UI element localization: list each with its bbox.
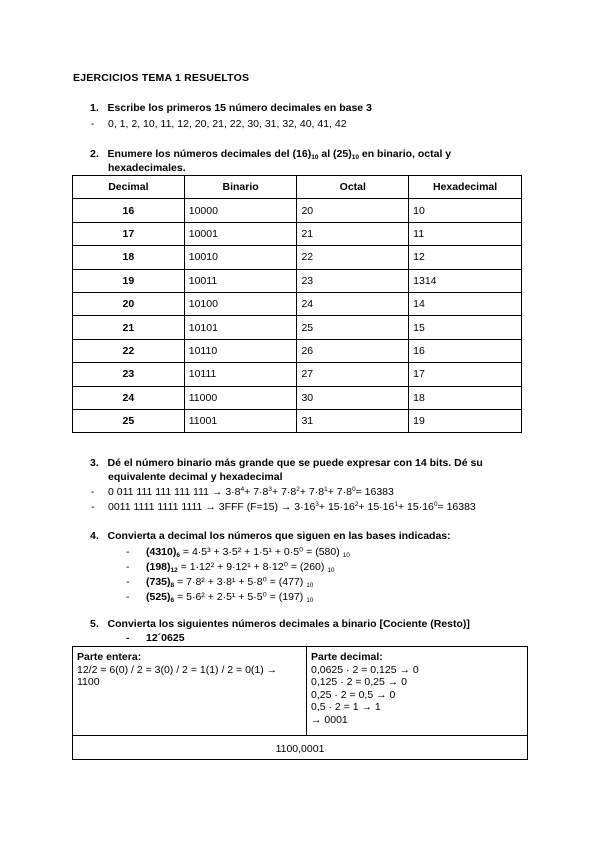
cell-line: 0,125 · 2 = 0,25 → 0 bbox=[311, 676, 408, 688]
octal-cell: 21 bbox=[297, 222, 409, 245]
octal-cell: 20 bbox=[297, 199, 409, 222]
base-subscript: 12 bbox=[170, 567, 178, 574]
conversion-item bbox=[126, 576, 313, 589]
octal-cell: 30 bbox=[297, 386, 409, 409]
hex-cell: 19 bbox=[409, 409, 522, 432]
cell-title: Parte decimal: bbox=[311, 651, 383, 663]
value-text: 12´0625 bbox=[146, 632, 185, 644]
column-header: Hexadecimal bbox=[409, 176, 522, 199]
decimal-cell: 18 bbox=[73, 246, 185, 269]
question-4 bbox=[90, 530, 451, 542]
question-text: Dé el número binario más grande que se puede expresar con 14 bits. Dé su bbox=[107, 457, 483, 469]
question-text: Convierta a decimal los números que siguen en las bases indicadas: bbox=[107, 530, 451, 542]
answer-line bbox=[91, 118, 347, 130]
table-header-row bbox=[73, 176, 522, 199]
result-base: 10 bbox=[306, 582, 314, 589]
decimal-cell: 16 bbox=[73, 199, 185, 222]
column-header: Decimal bbox=[73, 176, 185, 199]
dash-bullet: - bbox=[91, 118, 95, 130]
decimal-cell: 25 bbox=[73, 409, 185, 432]
answer-text: + 15·16 bbox=[358, 501, 395, 513]
number: (198) bbox=[146, 561, 171, 573]
question-text: Escribe los primeros 15 número decimales en base 3 bbox=[107, 102, 372, 114]
subscript: 10 bbox=[311, 154, 319, 161]
answer-text: + 7·8 bbox=[299, 486, 325, 498]
question-text: Convierta los siguientes números decimales a binario [Cociente (Resto)] bbox=[107, 618, 470, 630]
hex-cell: 16 bbox=[409, 339, 522, 362]
result-base: 10 bbox=[306, 597, 314, 604]
decimal-cell: 23 bbox=[73, 363, 185, 386]
hex-cell: 10 bbox=[409, 199, 522, 222]
question-2-cont: hexadecimales. bbox=[108, 162, 186, 174]
table-row bbox=[73, 409, 522, 432]
integer-part-cell bbox=[77, 651, 299, 689]
hex-cell: 17 bbox=[409, 363, 522, 386]
hex-cell: 1314 bbox=[409, 269, 522, 292]
expression: = 1·12² + 9·12¹ + 8·12⁰ = (260) bbox=[180, 561, 325, 573]
cell-line: 0,5 · 2 = 1 → 1 bbox=[311, 701, 381, 713]
result-base: 10 bbox=[327, 567, 335, 574]
octal-cell: 27 bbox=[297, 363, 409, 386]
binary-cell: 10011 bbox=[184, 269, 297, 292]
dash-bullet: - bbox=[126, 546, 130, 558]
exponent: 2 bbox=[354, 501, 359, 508]
number: (525) bbox=[146, 591, 171, 603]
hex-cell: 11 bbox=[409, 222, 522, 245]
question-number: 4. bbox=[90, 530, 99, 542]
decimal-cell: 17 bbox=[73, 222, 185, 245]
answer-text: = 16383 bbox=[437, 501, 476, 513]
dash-bullet: - bbox=[91, 486, 95, 498]
answer-text: 0, 1, 2, 10, 11, 12, 20, 21, 22, 30, 31, 32, 40, 41, 42 bbox=[108, 118, 347, 130]
base-subscript: 8 bbox=[170, 582, 175, 589]
cell-line: → 0001 bbox=[311, 713, 348, 726]
cell-line: 0,25 · 2 = 0,5 → 0 bbox=[311, 688, 396, 701]
answer-text: 0011 1111 1111 1111 → 3FFF (F=15) → 3·16 bbox=[108, 501, 316, 513]
octal-cell: 23 bbox=[297, 269, 409, 292]
binary-cell: 11001 bbox=[184, 409, 297, 432]
binary-cell: 11000 bbox=[184, 386, 297, 409]
value-line bbox=[126, 632, 185, 644]
column-header: Octal bbox=[297, 176, 409, 199]
octal-cell: 24 bbox=[297, 292, 409, 315]
table-row bbox=[73, 316, 522, 339]
table-row bbox=[73, 269, 522, 292]
number: (735) bbox=[146, 576, 171, 588]
cell-title: Parte entera: bbox=[77, 651, 142, 663]
answer-text: 0 011 111 111 111 111 → 3·8 bbox=[108, 486, 241, 498]
octal-cell: 31 bbox=[297, 409, 409, 432]
dash-bullet: - bbox=[91, 501, 95, 513]
question-number: 2. bbox=[90, 148, 99, 160]
exponent: 3 bbox=[315, 501, 319, 508]
table-row bbox=[73, 292, 522, 315]
final-result: 1100,0001 bbox=[275, 743, 325, 755]
question-number: 3. bbox=[90, 457, 99, 469]
exponent: 3 bbox=[268, 486, 273, 493]
dash-bullet: - bbox=[126, 632, 130, 644]
hex-cell: 15 bbox=[409, 316, 522, 339]
binary-cell: 10111 bbox=[184, 363, 297, 386]
column-header: Binario bbox=[184, 176, 297, 199]
result-table bbox=[72, 646, 528, 760]
base-subscript: 6 bbox=[176, 552, 180, 559]
answer-text: + 7·8 bbox=[272, 486, 297, 498]
cell-line: 0,0625 · 2 = 0,125 → 0 bbox=[311, 663, 419, 676]
decimal-cell: 22 bbox=[73, 339, 185, 362]
answer-line bbox=[91, 501, 476, 513]
decimal-cell: 19 bbox=[73, 269, 185, 292]
question-5 bbox=[90, 618, 470, 630]
binary-cell: 10000 bbox=[184, 199, 297, 222]
question-3 bbox=[90, 457, 483, 469]
table-row bbox=[73, 222, 522, 245]
answer-text: = 16383 bbox=[355, 486, 394, 498]
base-subscript: 6 bbox=[170, 597, 175, 604]
divider bbox=[306, 647, 307, 735]
exponent: 2 bbox=[296, 486, 300, 493]
decimal-cell: 21 bbox=[73, 316, 185, 339]
page-title: EJERCICIOS TEMA 1 RESUELTOS bbox=[73, 72, 250, 84]
expression: = 7·8² + 3·8¹ + 5·8⁰ = (477) bbox=[177, 576, 304, 588]
table-row bbox=[73, 339, 522, 362]
answer-text: + 7·8 bbox=[327, 486, 352, 498]
conversion-item bbox=[126, 546, 350, 559]
subscript: 10 bbox=[351, 154, 359, 161]
exponent: 1 bbox=[394, 501, 398, 508]
question-number: 5. bbox=[90, 618, 99, 630]
hex-cell: 18 bbox=[409, 386, 522, 409]
cell-line: 12/2 = 6(0) / 2 = 3(0) / 2 = 1(1) / 2 = 0(1) → bbox=[77, 663, 278, 676]
conversion-table bbox=[72, 175, 522, 433]
question-1 bbox=[90, 102, 372, 114]
divider bbox=[73, 735, 527, 736]
expression: = 5·6² + 2·5¹ + 5·5⁰ = (197) bbox=[177, 591, 304, 603]
decimal-part-cell bbox=[311, 651, 525, 726]
decimal-cell: 20 bbox=[73, 292, 185, 315]
table-row bbox=[73, 246, 522, 269]
question-text: Enumere los números decimales del (16) bbox=[107, 148, 312, 160]
question-2 bbox=[90, 148, 451, 161]
conversion-item bbox=[126, 591, 313, 604]
binary-cell: 10001 bbox=[184, 222, 297, 245]
result-base: 10 bbox=[342, 552, 350, 559]
question-number: 1. bbox=[90, 102, 99, 114]
question-text: al (25) bbox=[318, 148, 352, 160]
exponent: 1 bbox=[324, 486, 328, 493]
octal-cell: 22 bbox=[297, 246, 409, 269]
answer-text: + 15·16 bbox=[318, 501, 355, 513]
expression: = 4·5³ + 3·5² + 1·5¹ + 0·5⁰ = (580) bbox=[182, 546, 340, 558]
hex-cell: 14 bbox=[409, 292, 522, 315]
dash-bullet: - bbox=[126, 561, 130, 573]
table-row bbox=[73, 363, 522, 386]
question-3-cont: equivalente decimal y hexadecimal bbox=[108, 471, 283, 483]
dash-bullet: - bbox=[126, 591, 130, 603]
table-row bbox=[73, 386, 522, 409]
table-row bbox=[73, 199, 522, 222]
binary-cell: 10110 bbox=[184, 339, 297, 362]
binary-cell: 10100 bbox=[184, 292, 297, 315]
conversion-item bbox=[126, 561, 335, 574]
decimal-cell: 24 bbox=[73, 386, 185, 409]
hex-cell: 12 bbox=[409, 246, 522, 269]
binary-cell: 10010 bbox=[184, 246, 297, 269]
question-text: en binario, octal y bbox=[358, 148, 452, 160]
exponent: 0 bbox=[351, 486, 356, 493]
octal-cell: 25 bbox=[297, 316, 409, 339]
cell-line: 1100 bbox=[77, 676, 100, 688]
number: (4310) bbox=[146, 546, 177, 558]
dash-bullet: - bbox=[126, 576, 130, 588]
answer-line bbox=[91, 486, 394, 498]
answer-text: + 7·8 bbox=[244, 486, 269, 498]
exponent: 4 bbox=[240, 486, 245, 493]
binary-cell: 10101 bbox=[184, 316, 297, 339]
octal-cell: 26 bbox=[297, 339, 409, 362]
exponent: 0 bbox=[433, 501, 438, 508]
answer-text: + 15·16 bbox=[397, 501, 434, 513]
